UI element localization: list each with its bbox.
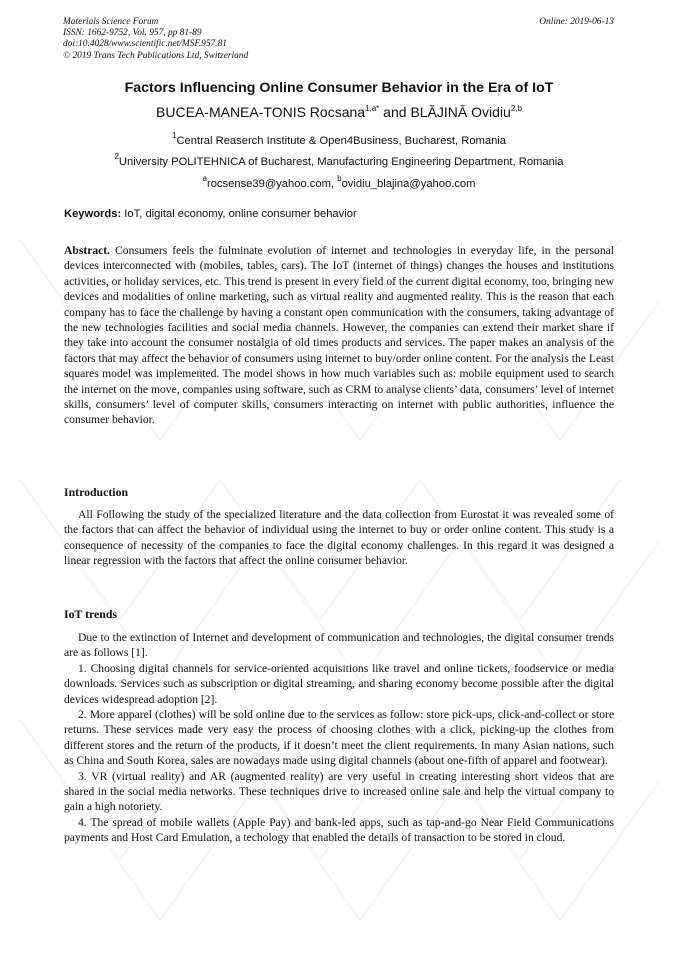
iot-paragraph-1: 1. Choosing digital channels for service-oriented acquisitions like travel and online tickets, foodservice or media downloads. Services such as subscription or digital streaming, and sharing economy become possible after the digital devices widespread adoption [2]. <box>64 661 614 706</box>
email-line: $^a$rocsense39@yahoo.com, $^b$ovidiu_blajina@yahoo.com <box>202 174 476 190</box>
email-b[interactable]: ovidiu_blajina@yahoo.com <box>341 178 476 190</box>
copyright-line: © 2019 Trans Tech Publications Ltd, Switzerland <box>63 50 249 61</box>
abstract-label: Abstract. <box>64 244 111 257</box>
doi-line: doi:10.4028/www.scientific.net/MSF.957.81 <box>63 39 227 50</box>
email-a[interactable]: rocsense39@yahoo.com, <box>206 178 338 190</box>
introduction-body <box>64 507 614 569</box>
journal-name: Materials Science Forum <box>63 17 159 27</box>
paper-title: Factors Influencing Online Consumer Behavior in the Era of IoT <box>124 80 554 96</box>
author-1-sup: 1,a* <box>365 104 380 113</box>
introduction-paragraph: All Following the study of the specialized literature and the data collection from Eurostat it was revealed some of the factors that can affect the behavior of individual using the internet to buy or order online content. This study is a consequence of necessity of the companies to face the digital economy challenges. In this regard it was designed a linear regression with the factors that affect the online consumer behavior. <box>64 508 614 568</box>
abstract-text: Consumers feels the fulminate evolution of internet and technologies in everyday life, in the personal devices interconnected with (mobiles, tables, cars). The IoT (internet of things) changes the houses and institutions activities, or holiday services, etc. This trend is present in every field of the current digital economy, too, bringing new devices and modalities of online marketing, such as virtual reality and augmented reality. This is the reason that each company has to face the challenge by having a constant open communication with the consumers, taking advantage of the new technologies facilities and social media channels. However, the companies can extend their market share if they take into account the consumer nostalgia of old times products and services. The paper makes an analysis of the factors that may affect the behavior of consumers using internet to buy/order online content. For the analysis the Least squares model was implemented. The model shows in how much variables such as: mobile equipment used to search the internet on the move, companies using software, such as CRM to analyse clients’ data, consumers’ level of internet skills, consumers’ level of computer skills, consumers interacting on internet with public authorities, influence the consumer behavior. <box>64 244 614 427</box>
author-2: BLĂJINĂ Ovidiu <box>410 104 511 120</box>
author-1: BUCEA-MANEA-TONIS Rocsana <box>156 104 366 120</box>
keywords-label: Keywords: <box>64 208 122 220</box>
issn-line: ISSN: 1662-9752, Vol. 957, pp 81-89 <box>63 28 202 39</box>
author-and: and <box>379 104 411 120</box>
affiliation-2: $^2$University POLITEHNICA of Bucharest, Manufacturing Engineering Department, Romania <box>114 152 564 168</box>
iot-trends-body <box>64 630 614 846</box>
section-heading-introduction: Introduction <box>64 485 129 499</box>
keywords <box>64 208 357 220</box>
affiliation-1: $^1$Central Reaserch Institute & Open4Business, Bucharest, Romania <box>171 131 507 147</box>
abstract <box>64 243 614 428</box>
author-line <box>0 104 678 120</box>
journal-header <box>63 17 248 62</box>
iot-paragraph-3: 3. VR (virtual reality) and AR (augmented reality) are very useful in creating interesting short videos that are shared in the social media networks. These techniques drive to increased online sale and help the virtual company to gain a high notoriety. <box>64 769 614 814</box>
author-2-sup: 2,b <box>510 104 522 113</box>
section-heading-iot-trends: IoT trends <box>64 607 117 621</box>
online-date: Online: 2019-06-13 <box>539 17 614 27</box>
iot-paragraph-2: 2. More apparel (clothes) will be sold online due to the services as follow: store pick-ups, click-and-collect or store returns. These services made very easy the process of choosing clothes with a click, picking-up the clothes from different stores and the return of the products, if it doesn’t meet the client requirements. In many Asian nations, such as China and South Korea, sales are nowadays made using digital channels (about one-fifth of apparel and footwear). <box>64 708 614 768</box>
iot-paragraph-intro: Due to the extinction of Internet and development of communication and technologies, the digital consumer trends are as follows [1]. <box>64 631 614 660</box>
keywords-text: IoT, digital economy, online consumer behavior <box>121 208 357 220</box>
iot-paragraph-4: 4. The spread of mobile wallets (Apple Pay) and bank-led apps, such as tap-and-go Near Field Communications payments and Host Card Emulation, a techology that enabled the details of transaction to be stored in cloud. <box>64 815 614 845</box>
